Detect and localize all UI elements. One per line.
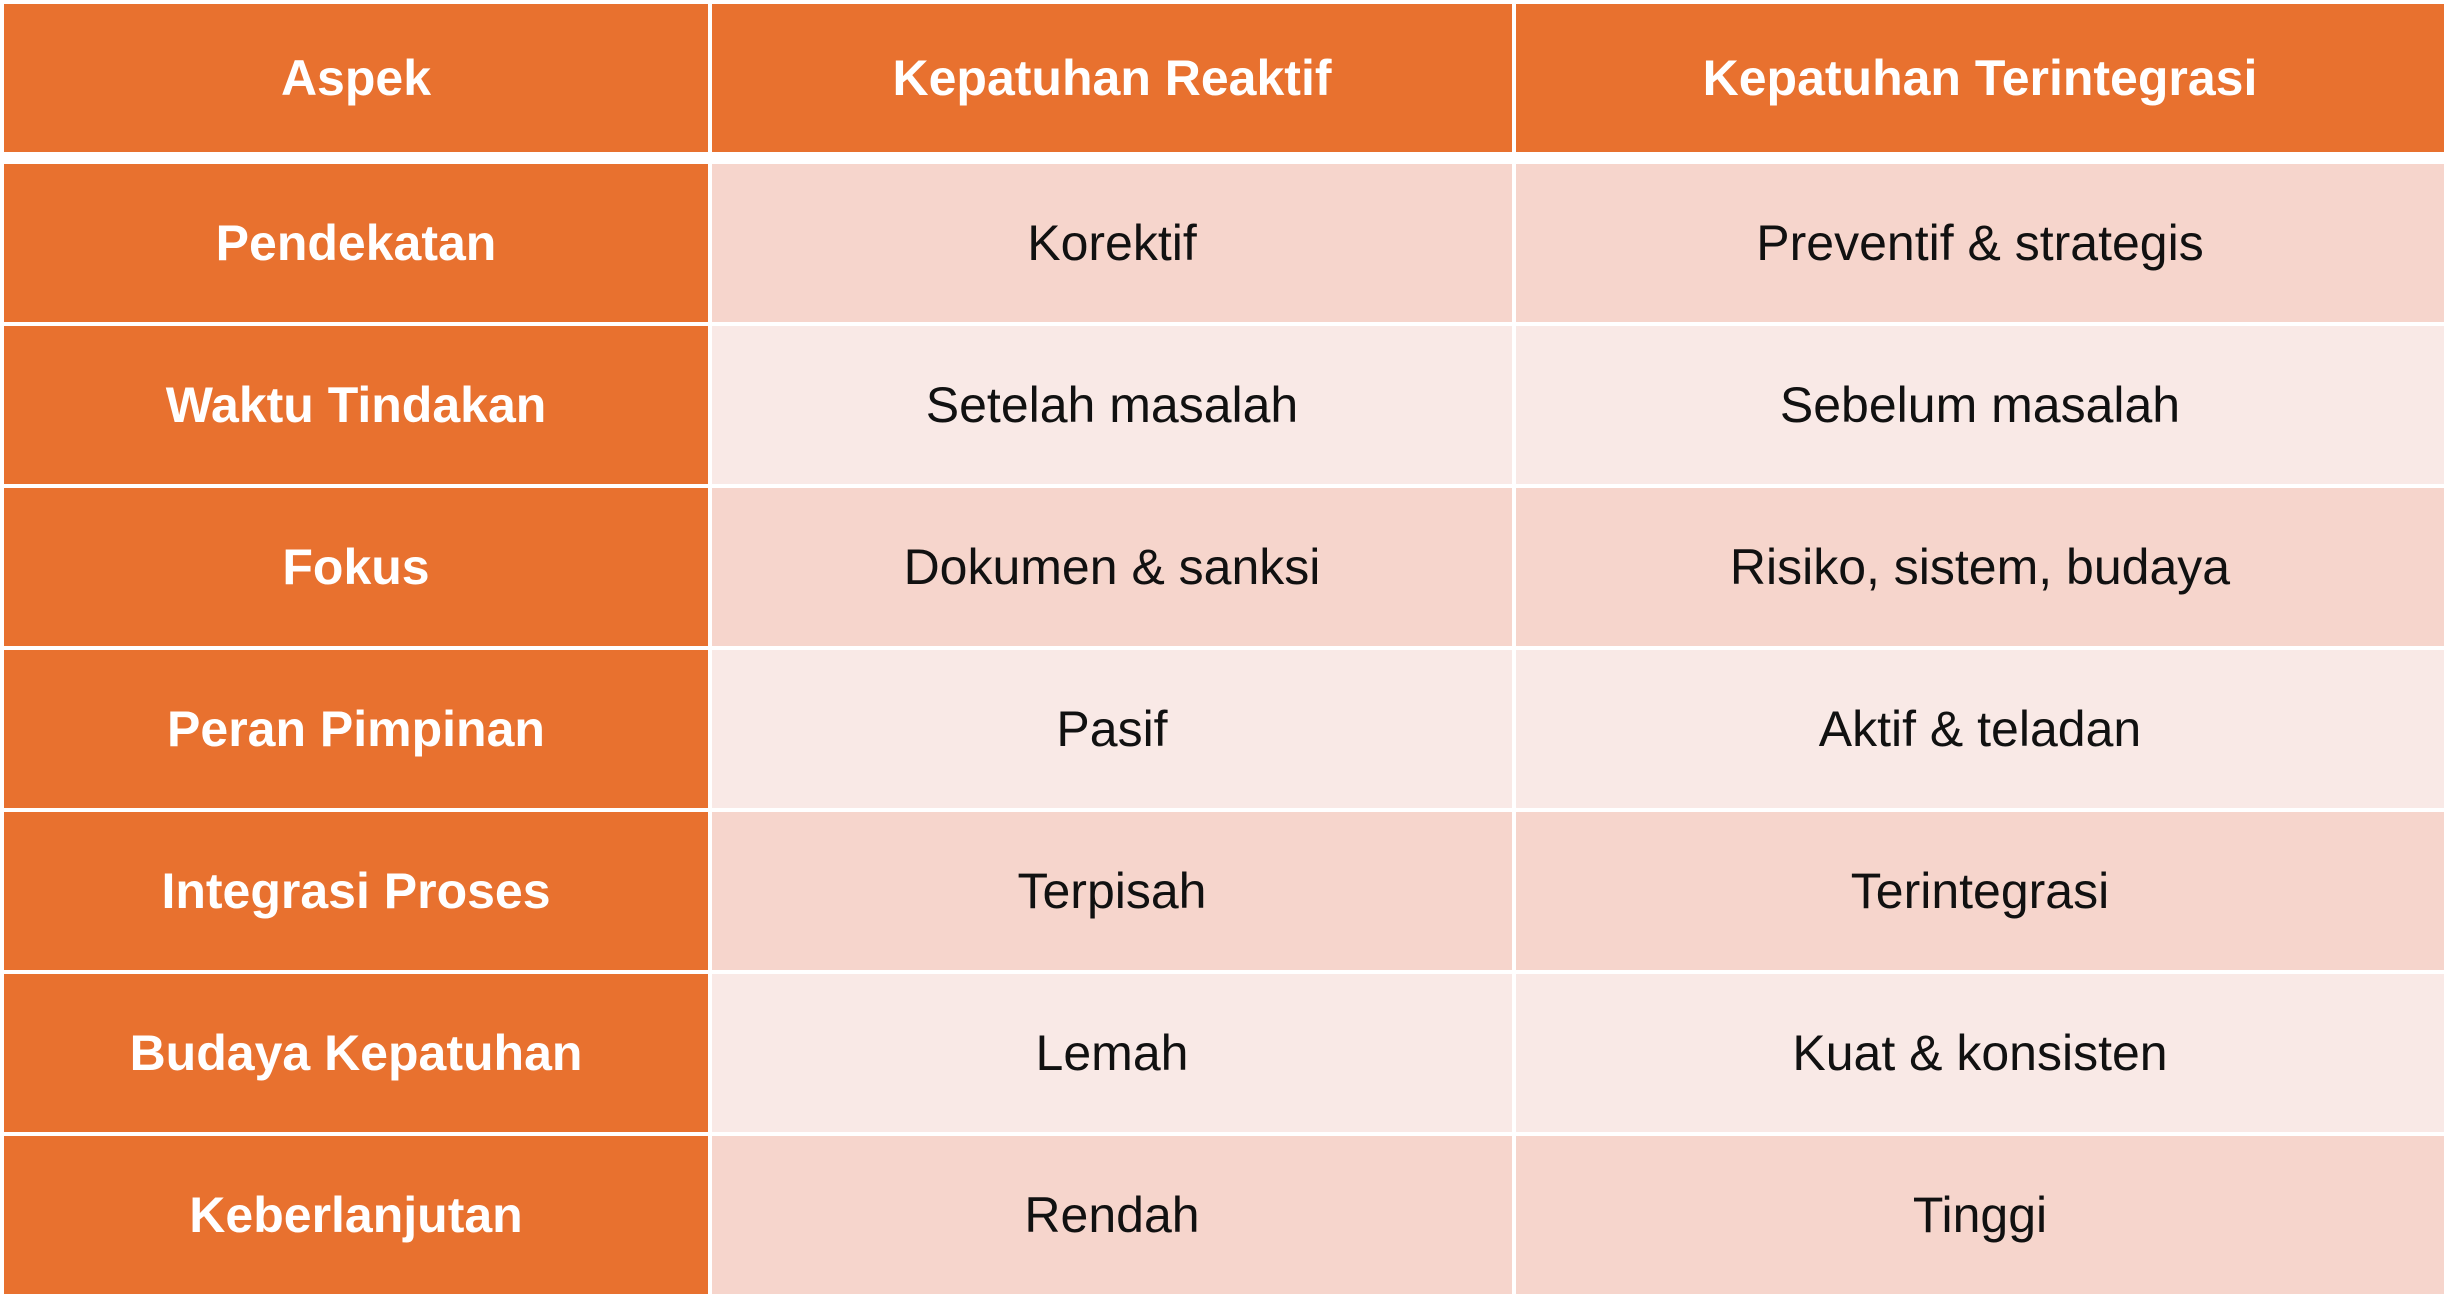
cell-reaktif: Korektif (712, 164, 1516, 326)
cell-reaktif: Lemah (712, 974, 1516, 1136)
row-label: Integrasi Proses (4, 812, 712, 974)
cell-terintegrasi: Risiko, sistem, budaya (1516, 488, 2444, 650)
cell-terintegrasi: Terintegrasi (1516, 812, 2444, 974)
header-aspek: Aspek (4, 4, 712, 164)
cell-terintegrasi: Kuat & konsisten (1516, 974, 2444, 1136)
cell-reaktif: Dokumen & sanksi (712, 488, 1516, 650)
cell-reaktif: Terpisah (712, 812, 1516, 974)
row-label: Waktu Tindakan (4, 326, 712, 488)
cell-reaktif: Setelah masalah (712, 326, 1516, 488)
cell-terintegrasi: Aktif & teladan (1516, 650, 2444, 812)
comparison-table (4, 4, 2444, 1298)
cell-reaktif: Pasif (712, 650, 1516, 812)
header-kepatuhan-terintegrasi: Kepatuhan Terintegrasi (1516, 4, 2444, 164)
row-label: Peran Pimpinan (4, 650, 712, 812)
cell-terintegrasi: Tinggi (1516, 1136, 2444, 1298)
header-kepatuhan-reaktif: Kepatuhan Reaktif (712, 4, 1516, 164)
row-label: Fokus (4, 488, 712, 650)
cell-terintegrasi: Preventif & strategis (1516, 164, 2444, 326)
cell-terintegrasi: Sebelum masalah (1516, 326, 2444, 488)
row-label: Budaya Kepatuhan (4, 974, 712, 1136)
row-label: Pendekatan (4, 164, 712, 326)
row-label: Keberlanjutan (4, 1136, 712, 1298)
cell-reaktif: Rendah (712, 1136, 1516, 1298)
